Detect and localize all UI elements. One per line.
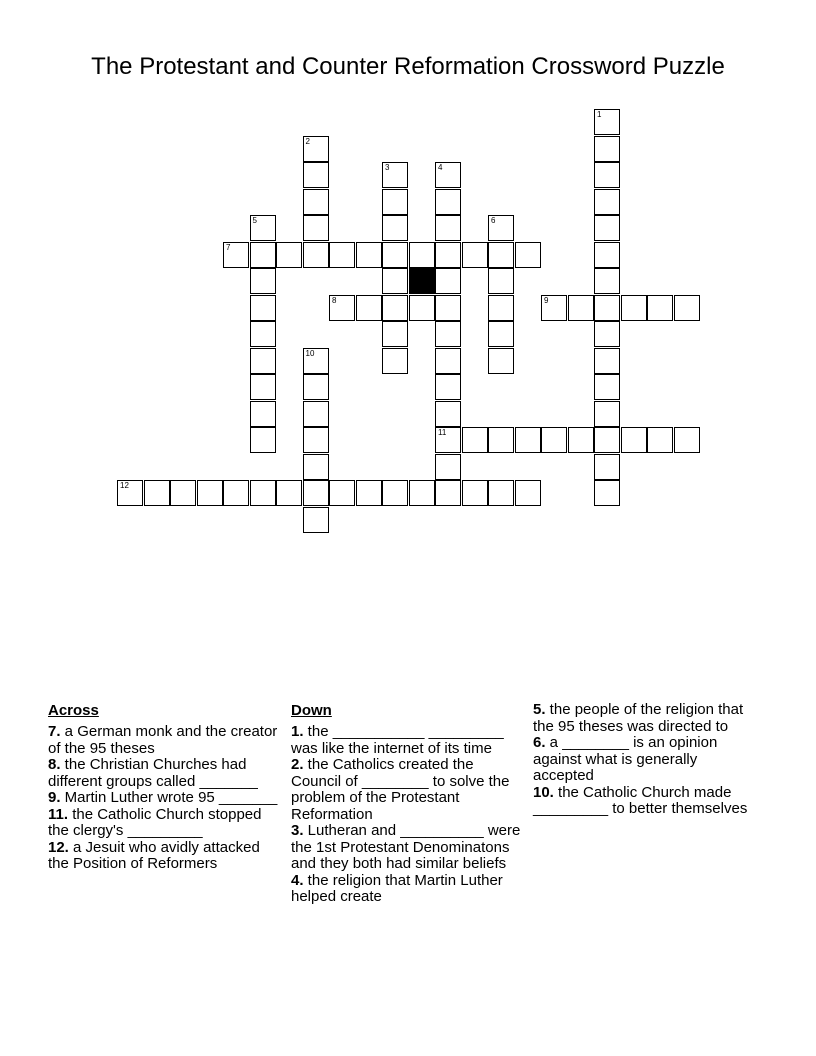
crossword-cell[interactable] xyxy=(303,215,329,241)
clue-down-5: 5. the people of the religion that the 95 theses was directed to xyxy=(533,701,744,735)
crossword-cell[interactable] xyxy=(303,507,329,533)
crossword-cell[interactable] xyxy=(515,480,541,506)
crossword-cell[interactable] xyxy=(674,427,700,453)
down-heading: Down xyxy=(291,702,332,719)
crossword-cell[interactable] xyxy=(382,242,408,268)
clue-number: 8 xyxy=(332,295,337,305)
clue-number: 9 xyxy=(544,295,549,305)
crossword-cell[interactable] xyxy=(250,268,276,294)
crossword-cell[interactable] xyxy=(594,348,620,374)
crossword-cell[interactable] xyxy=(409,295,435,321)
crossword-cell[interactable] xyxy=(223,480,249,506)
crossword-cell[interactable] xyxy=(594,454,620,480)
crossword-cell[interactable] xyxy=(594,321,620,347)
crossword-cell[interactable] xyxy=(435,321,461,347)
crossword-cell[interactable] xyxy=(594,401,620,427)
clue-number: 3 xyxy=(385,163,390,172)
crossword-cell[interactable] xyxy=(435,162,461,188)
crossword-cell[interactable] xyxy=(329,480,355,506)
crossword-cell[interactable] xyxy=(594,109,620,135)
page-title: The Protestant and Counter Reformation Crossword Puzzle xyxy=(91,53,725,80)
crossword-cell[interactable] xyxy=(303,374,329,400)
down-clues-column xyxy=(291,702,527,906)
clue-down-2: 2. the Catholics created the Council of ________ to solve the problem of the Protestant Reformation xyxy=(291,756,510,823)
crossword-cell[interactable] xyxy=(621,427,647,453)
crossword-cell[interactable] xyxy=(435,374,461,400)
crossword-cell[interactable] xyxy=(382,348,408,374)
clue-number: 7 xyxy=(226,242,231,252)
clue-across-7: 7. a German monk and the creator of the 95 theses xyxy=(48,723,278,757)
crossword-cell[interactable] xyxy=(250,374,276,400)
crossword-cell[interactable] xyxy=(303,162,329,188)
crossword-cell[interactable] xyxy=(594,242,620,268)
crossword-cell[interactable] xyxy=(250,480,276,506)
crossword-cell[interactable] xyxy=(541,295,567,321)
clue-across-12: 12. a Jesuit who avidly attacked the Position of Reformers xyxy=(48,838,260,872)
crossword-cell[interactable] xyxy=(568,427,594,453)
crossword-cell[interactable] xyxy=(435,215,461,241)
crossword-cell[interactable] xyxy=(594,162,620,188)
clue-down-10: 10. the Catholic Church made _________ to better themselves xyxy=(533,783,748,817)
clue-number: 6 xyxy=(491,216,496,225)
crossword-cell[interactable] xyxy=(488,321,514,347)
crossword-cell[interactable] xyxy=(594,427,620,453)
crossword-cell[interactable] xyxy=(144,480,170,506)
crossword-cell[interactable] xyxy=(435,401,461,427)
clue-number: 2 xyxy=(305,136,310,146)
crossword-cell[interactable] xyxy=(117,480,143,506)
crossword-cell[interactable] xyxy=(303,454,329,480)
crossword-cell[interactable] xyxy=(382,480,408,506)
clue-number: 4 xyxy=(438,163,443,172)
crossword-cell[interactable] xyxy=(621,295,647,321)
crossword-cell[interactable] xyxy=(223,242,249,268)
crossword-cell[interactable] xyxy=(303,401,329,427)
crossword-cell[interactable] xyxy=(435,242,461,268)
black-square xyxy=(409,268,435,294)
crossword-cell[interactable] xyxy=(647,295,673,321)
crossword-cell[interactable] xyxy=(303,348,329,374)
clue-number: 1 xyxy=(597,110,602,119)
down-clues-continued-column xyxy=(533,702,753,818)
crossword-cell[interactable] xyxy=(382,162,408,188)
crossword-cell[interactable] xyxy=(488,348,514,374)
crossword-cell[interactable] xyxy=(250,242,276,268)
crossword-cell[interactable] xyxy=(356,480,382,506)
clue-number: 12 xyxy=(120,481,129,490)
crossword-cell[interactable] xyxy=(329,242,355,268)
across-clues-column xyxy=(48,702,283,873)
clue-down-1: 1. the ___________ _________ was like the internet of its time xyxy=(291,723,504,757)
crossword-cell[interactable] xyxy=(541,427,567,453)
crossword-cell[interactable] xyxy=(303,480,329,506)
crossword-cell[interactable] xyxy=(594,189,620,215)
crossword-cell[interactable] xyxy=(435,189,461,215)
crossword-cell[interactable] xyxy=(488,427,514,453)
crossword-cell[interactable] xyxy=(250,215,276,241)
crossword-cell[interactable] xyxy=(488,268,514,294)
crossword-cell[interactable] xyxy=(409,242,435,268)
crossword-cell[interactable] xyxy=(568,295,594,321)
crossword-cell[interactable] xyxy=(382,321,408,347)
crossword-cell[interactable] xyxy=(250,348,276,374)
crossword-cell[interactable] xyxy=(250,321,276,347)
clue-across-11: 11. the Catholic Church stopped the clergy's _________ xyxy=(48,805,262,839)
crossword-cell[interactable] xyxy=(170,480,196,506)
crossword-cell[interactable] xyxy=(356,295,382,321)
crossword-cell[interactable] xyxy=(435,427,461,453)
clue-across-8: 8. the Christian Churches had different groups called _______ xyxy=(48,756,258,790)
crossword-cell[interactable] xyxy=(382,295,408,321)
across-heading: Across xyxy=(48,702,99,719)
crossword-cell[interactable] xyxy=(303,242,329,268)
crossword-cell[interactable] xyxy=(594,268,620,294)
crossword-cell[interactable] xyxy=(435,268,461,294)
crossword-cell[interactable] xyxy=(594,374,620,400)
crossword-cell[interactable] xyxy=(356,242,382,268)
crossword-cell[interactable] xyxy=(409,480,435,506)
crossword-cell[interactable] xyxy=(674,295,700,321)
crossword-cell[interactable] xyxy=(382,215,408,241)
crossword-cell[interactable] xyxy=(462,242,488,268)
crossword-cell[interactable] xyxy=(462,427,488,453)
crossword-cell[interactable] xyxy=(462,480,488,506)
crossword-cell[interactable] xyxy=(382,189,408,215)
crossword-cell[interactable] xyxy=(250,295,276,321)
crossword-cell[interactable] xyxy=(515,427,541,453)
crossword-cell[interactable] xyxy=(329,295,355,321)
crossword-cell[interactable] xyxy=(250,401,276,427)
clue-down-4: 4. the religion that Martin Luther helped create xyxy=(291,871,503,905)
crossword-cell[interactable] xyxy=(382,268,408,294)
clue-number: 10 xyxy=(305,348,315,358)
crossword-cell[interactable] xyxy=(276,480,302,506)
crossword-cell[interactable] xyxy=(594,295,620,321)
crossword-cell[interactable] xyxy=(515,242,541,268)
crossword-cell[interactable] xyxy=(435,348,461,374)
crossword-cell[interactable] xyxy=(488,242,514,268)
clue-down-3: 3. Lutheran and __________ were the 1st Protestant Denominatons and they both had similar beliefs xyxy=(291,822,521,872)
clue-number: 11 xyxy=(438,428,447,437)
crossword-cell[interactable] xyxy=(594,215,620,241)
crossword-cell[interactable] xyxy=(303,136,329,162)
crossword-cell[interactable] xyxy=(303,189,329,215)
crossword-cell[interactable] xyxy=(594,136,620,162)
crossword-cell[interactable] xyxy=(435,454,461,480)
clue-number: 5 xyxy=(252,216,257,225)
crossword-cell[interactable] xyxy=(594,480,620,506)
crossword-cell[interactable] xyxy=(276,242,302,268)
clue-down-6: 6. a ________ is an opinion against what is generally accepted xyxy=(533,734,718,784)
crossword-cell[interactable] xyxy=(647,427,673,453)
crossword-cell[interactable] xyxy=(435,480,461,506)
crossword-cell[interactable] xyxy=(303,427,329,453)
crossword-cell[interactable] xyxy=(250,427,276,453)
crossword-cell[interactable] xyxy=(435,295,461,321)
crossword-cell[interactable] xyxy=(488,295,514,321)
clue-across-9: 9. Martin Luther wrote 95 _______ xyxy=(48,789,278,806)
crossword-cell[interactable] xyxy=(197,480,223,506)
crossword-cell[interactable] xyxy=(488,215,514,241)
crossword-cell[interactable] xyxy=(488,480,514,506)
